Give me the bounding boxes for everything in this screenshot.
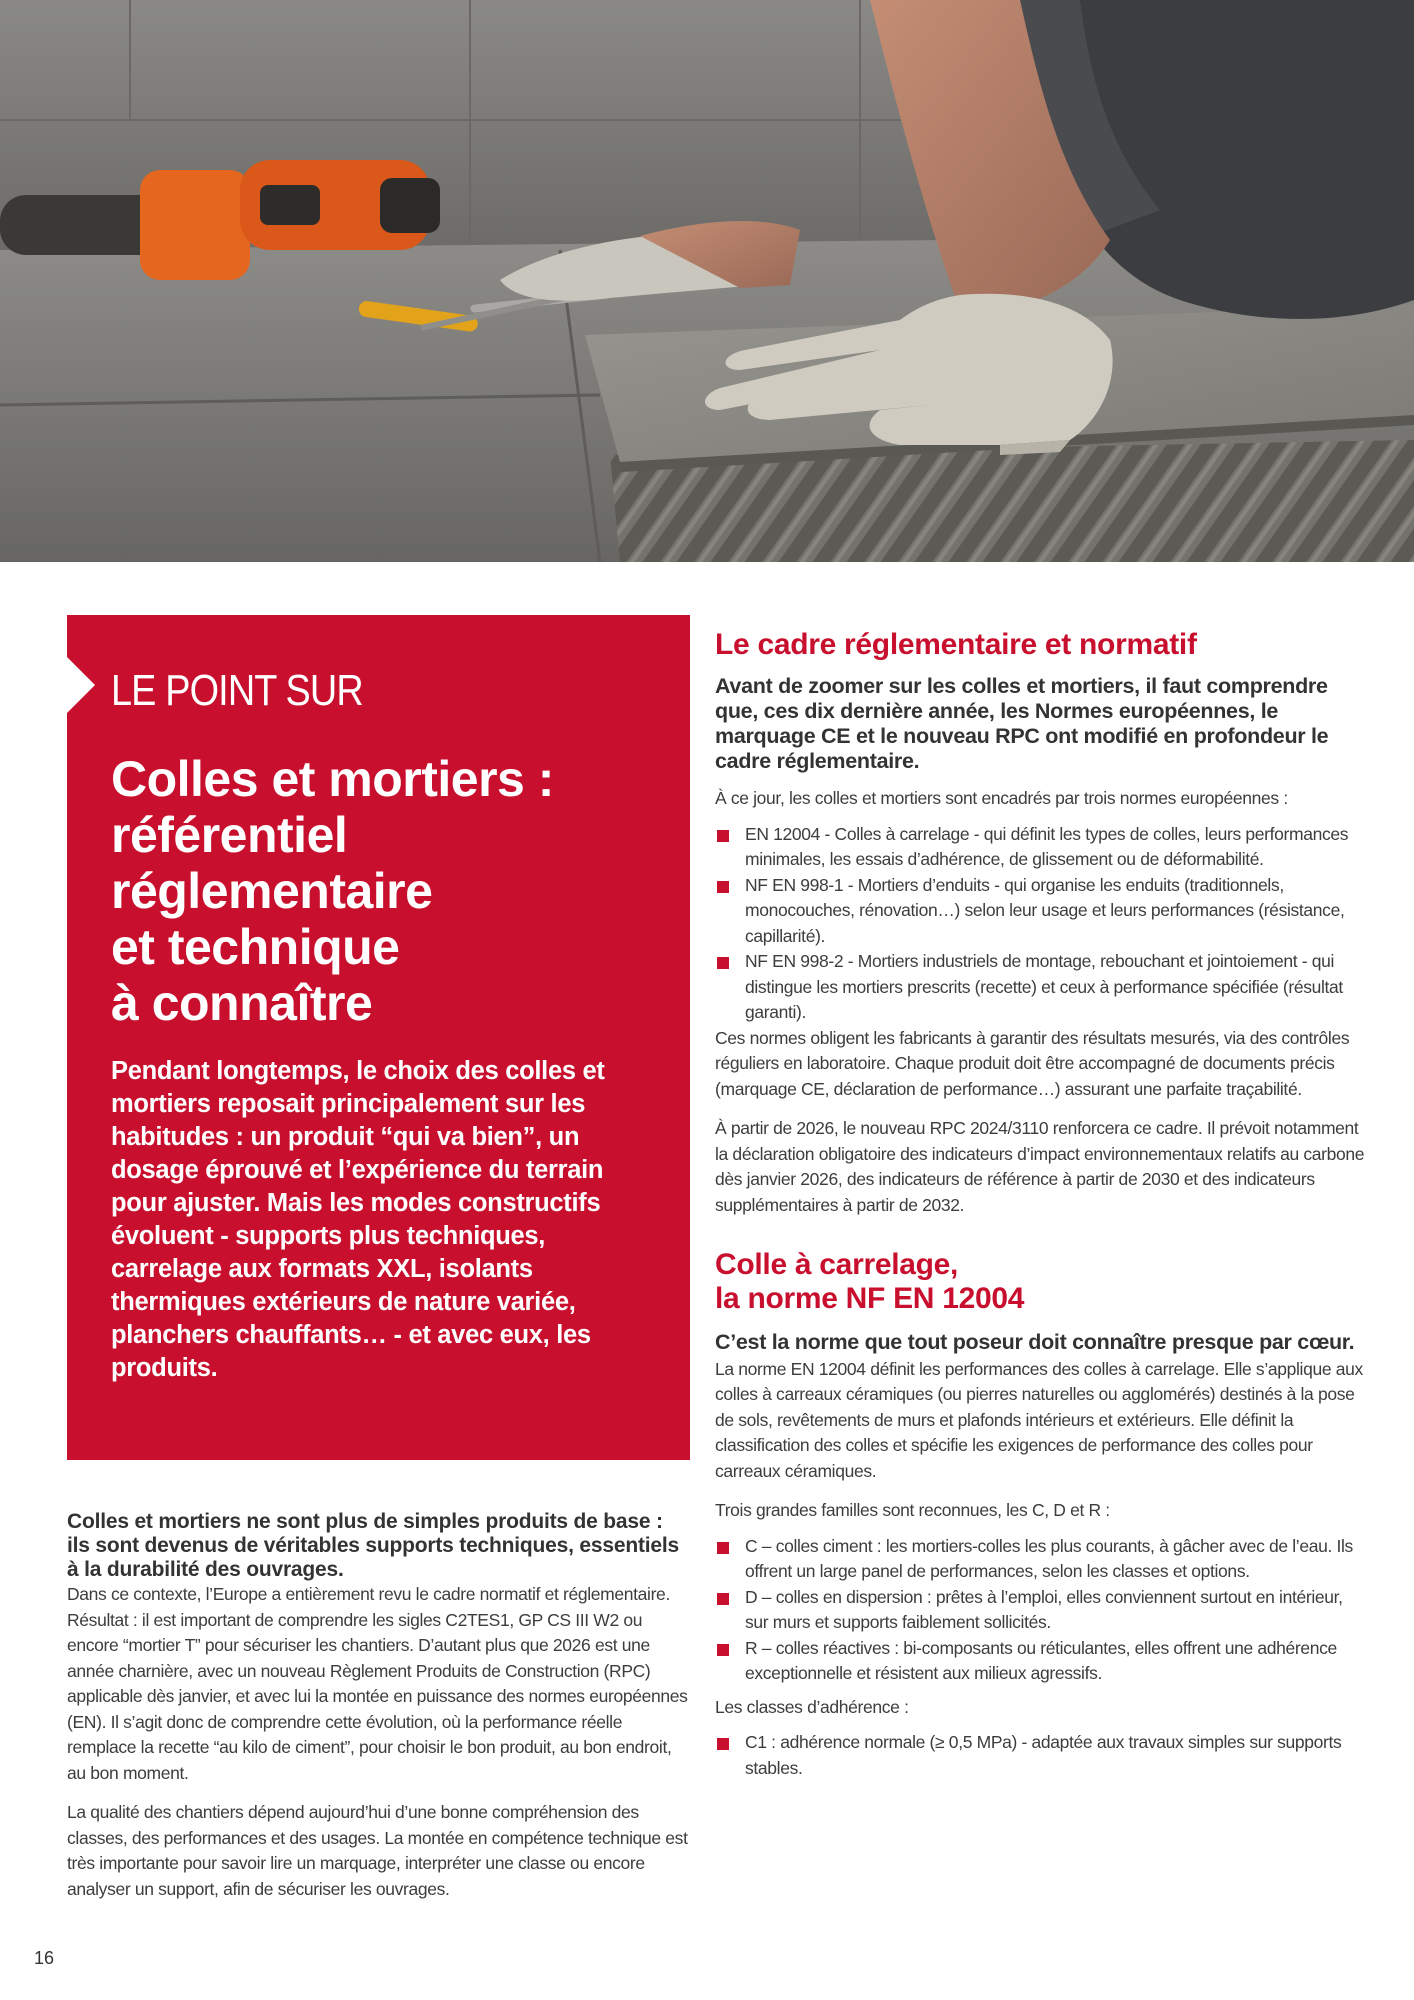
left-column: [67, 1510, 690, 1902]
families-list: [715, 1534, 1365, 1687]
classes-intro: Les classes d’adhérence :: [715, 1696, 909, 1717]
panel-notch: [67, 657, 95, 713]
norm-12004-text: La norme EN 12004 définit les performances des colles à carrelage. Elle s’applique aux colles à carreaux céramiques (ou pierres naturelles ou agglomérés) destinés à la pose de sols, revêtements de murs et plafonds intérieurs et extérieurs. Elle définit la classification des colles et spécifie les exigences de performance des colles pour carreaux céramiques.: [715, 1358, 1363, 1481]
list-item: C1 : adhérence normale (≥ 0,5 MPa) - adaptée aux travaux simples sur supports stables.: [715, 1730, 1365, 1781]
article-intro: Pendant longtemps, le choix des colles et mortiers reposait principalement sur les habitudes : un produit “qui va bien”, un dosage éprouvé et l’expérience du terrain pour ajuster. Mais les modes constructifs évoluent - supports plus techniques, carrelage aux formats XXL, isolants thermiques extérieurs de nature variée, planchers chauffants… - et avec eux, les produits.: [111, 1057, 605, 1382]
title-line: à connaître: [111, 975, 373, 1031]
page-number: 16: [34, 1948, 55, 1968]
section-lead-cadre: Avant de zoomer sur les colles et mortiers, il faut comprendre que, ces dix dernière année, les Normes européennes, le marquage CE et le nouveau RPC ont modifié en profondeur le cadre réglementaire.: [715, 674, 1329, 773]
norms-intro: À ce jour, les colles et mortiers sont encadrés par trois normes européennes :: [715, 788, 1288, 808]
families-intro: Trois grandes familles sont reconnues, les C, D et R :: [715, 1500, 1110, 1520]
heading-line: Colle à carrelage,: [715, 1248, 959, 1281]
title-line: réglementaire: [111, 863, 433, 919]
list-item: EN 12004 - Colles à carrelage - qui définit les types de colles, leurs performances minimales, les essais d’adhérence, de glissement ou de déformabilité.: [715, 822, 1365, 873]
title-line: référentiel: [111, 807, 348, 863]
right-column: [715, 628, 1365, 1781]
list-item: R – colles réactives : bi-composants ou réticulantes, elles offrent une adhérence exceptionnelle et résistent aux milieux agressifs.: [715, 1636, 1365, 1687]
norms-obligations: Ces normes obligent les fabricants à garantir des résultats mesurés, via des contrôles réguliers en laboratoire. Chaque produit doit être accompagné de documents précis (marquage CE, déclaration de performance…) assurant une parfaite traçabilité.: [715, 1027, 1350, 1099]
heading-line: la norme NF EN 12004: [715, 1282, 1025, 1315]
left-lead: Colles et mortiers ne sont plus de simples produits de base : ils sont devenus de véritables supports techniques, essentiels à la durabilité des ouvrages.: [67, 1510, 679, 1581]
tiling-illustration: [0, 0, 1414, 562]
article-title: [111, 751, 650, 1031]
list-item: C – colles ciment : les mortiers-colles les plus courants, à gâcher avec de l’eau. Ils offrent un large panel de performances, selon les classes et options.: [715, 1534, 1365, 1585]
left-paragraph-2: La qualité des chantiers dépend aujourd’hui d’une bonne compréhension des classes, des performances et des usages. La montée en compétence technique est très importante pour savoir lire un marquage, interpréter une classe ou encore analyser un support, afin de sécuriser les ouvrages.: [67, 1802, 688, 1899]
title-line: et technique: [111, 919, 400, 975]
list-item: D – colles en dispersion : prêtes à l’emploi, elles conviennent surtout en intérieur, sur murs et supports faiblement sollicités.: [715, 1585, 1365, 1636]
title-line: Colles et mortiers :: [111, 751, 554, 807]
left-paragraph-1: Dans ce contexte, l’Europe a entièrement revu le cadre normatif et réglementaire. Résultat : il est important de comprendre les sigles C2TES1, GP CS III W2 ou encore “mortier T” pour sécuriser les chantiers. D’autant plus que 2026 est une année charnière, avec un nouveau Règlement Produits de Construction (RPC) applicable dès janvier, et avec lui la montée en puissance des normes européennes (EN). Il s’agit donc de comprendre cette évolution, où la performance réelle remplace la recette “au kilo de ciment”, pour choisir le bon produit, au bon endroit, au bon moment.: [67, 1584, 688, 1783]
list-item: NF EN 998-2 - Mortiers industriels de montage, rebouchant et jointoiement - qui distingue les mortiers prescrits (recette) et ceux à performance spécifiée (résultat garanti).: [715, 949, 1365, 1026]
norm-12004-lead: C’est la norme que tout poseur doit connaître presque par cœur.: [715, 1330, 1355, 1354]
norm-12004-paragraph: [715, 1330, 1365, 1484]
section-heading-colle: [715, 1248, 1365, 1316]
section-heading-cadre: Le cadre réglementaire et normatif: [715, 628, 1197, 661]
norms-list: [715, 822, 1365, 1026]
classes-list: [715, 1730, 1365, 1781]
hero-photo: [0, 0, 1414, 562]
le-point-sur-panel: [67, 615, 690, 1460]
rpc-2026-paragraph: À partir de 2026, le nouveau RPC 2024/3110 renforcera ce cadre. Il prévoit notamment la déclaration obligatoire des indicateurs d’impact environnementaux relatifs au carbone dès janvier 2026, des indicateurs de référence à partir de 2030 et des indicateurs supplémentaires à partir de 2032.: [715, 1118, 1365, 1215]
panel-kicker: LE POINT SUR: [111, 666, 363, 715]
list-item: NF EN 998-1 - Mortiers d’enduits - qui organise les enduits (traditionnels, monocouches, rénovation…) selon leur usage et leurs performances (résistance, capillarité).: [715, 873, 1365, 950]
